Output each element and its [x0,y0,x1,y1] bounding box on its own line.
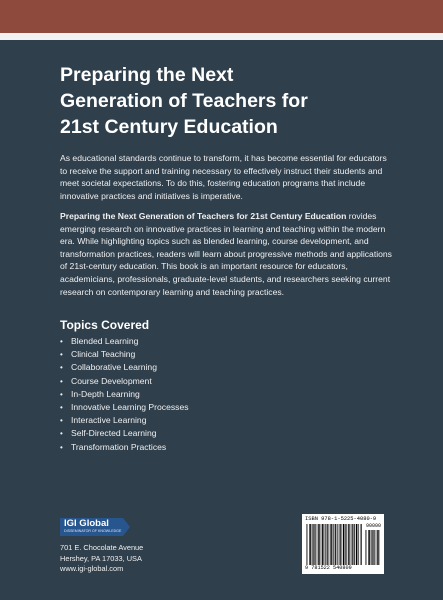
barcode-bar [372,530,373,565]
topic-label: Clinical Teaching [71,349,136,360]
logo-arrow-icon [123,518,130,536]
barcode-bar [352,524,353,565]
publisher-address [60,543,143,575]
barcode-addon-bars [365,530,381,565]
barcode-bar [371,530,372,565]
barcode-bar [340,524,341,565]
topics-list [60,335,189,454]
address-line-1: 701 E. Chocolate Avenue [60,543,144,552]
topic-item [60,401,189,414]
barcode-bar [345,524,346,565]
barcode-bar [378,530,379,565]
description-paragraph-1: As educational standards continue to transform, it has become essential for educators to receive the support and training necessary to effectively instruct their students and meet societal expectations. To do this, fostering education programs that include innovative practices and initiatives is imperative. [60,153,387,201]
bullet-icon: • [60,363,63,373]
topic-item [60,361,189,374]
topics-heading: Topics Covered [60,318,150,332]
barcode-bar [349,524,350,565]
barcode-main-bars [306,524,362,565]
barcode-digits: 9 781522 540809 [305,565,352,571]
topic-item [60,414,189,427]
topic-item [60,427,189,440]
topic-item [60,441,189,454]
topic-label: In-Depth Learning [71,388,140,399]
barcode-bar [322,524,323,565]
topic-item [60,348,189,361]
bullet-icon: • [60,376,63,386]
logo-tagline: DISSEMINATOR OF KNOWLEDGE [64,529,122,533]
barcode-bar [331,524,332,565]
barcode-bar [348,524,349,565]
barcode-bar [346,524,347,565]
bullet-icon: • [60,402,63,412]
barcode-bar [330,524,331,565]
book-title [60,62,390,140]
bullet-icon: • [60,337,63,346]
barcode-bar [333,524,334,565]
description-paragraph-2 [60,210,395,298]
topic-label: Collaborative Learning [71,362,157,373]
bullet-icon: • [60,389,63,399]
topic-label: Transformation Practices [71,441,167,452]
barcode-bar [358,524,359,565]
barcode-bar [309,524,310,565]
paragraph-body: rovides emerging research on innovative practices in learning and teaching within the modern era. While highlighting topics such as blended learning, course development, and transformation practices, readers will learn about progressive methods and applications of 21st-century education. This book is an important resource for educators, academicians, professionals, graduate-level students, and researchers seeking current research on contemporary learning and teaching practices. [60,211,392,297]
barcode-bar [337,524,338,565]
title-line-3: 21st Century Education [60,116,278,138]
topic-item [60,335,189,348]
isbn-barcode [302,514,384,574]
bullet-icon: • [60,429,63,439]
top-color-band [0,0,443,33]
barcode-bar [343,524,344,565]
barcode-bar [335,524,336,565]
price-code: 90000 [365,523,381,529]
isbn-label: ISBN 978-1-5225-4080-9 [305,516,377,522]
address-line-2: Hershey, PA 17033, USA [60,553,142,563]
barcode-bar [310,524,311,565]
topic-label: Interactive Learning [71,415,147,426]
barcode-bar [319,524,320,565]
topic-label: Course Development [71,375,152,386]
barcode-bar [327,524,328,565]
topic-label: Blended Learning [71,336,139,346]
barcode-bar [316,524,317,565]
title-line-1: Preparing the Next [60,64,234,86]
barcode-bar [318,524,319,565]
topic-item [60,375,189,388]
barcode-bar [377,530,378,565]
paragraph-lead-title: Preparing the Next Generation of Teachers for 21st Century Education [60,211,347,221]
barcode-bar [361,524,362,565]
barcode-bar [312,524,313,565]
barcode-bar [323,524,324,565]
bullet-icon: • [60,442,63,452]
barcode-bar [375,530,376,565]
topic-label: Innovative Learning Processes [71,401,189,412]
logo-name: IGI Global [64,518,109,529]
barcode-bar [368,530,369,565]
publisher-logo [60,518,128,536]
barcode-bar [355,524,356,565]
topic-item [60,388,189,401]
bullet-icon: • [60,416,63,426]
barcode-bar [352,524,353,565]
barcode-bar [325,524,326,565]
topic-label: Self-Directed Learning [71,428,157,439]
barcode-bar [307,524,308,565]
top-white-stripe [0,33,443,40]
barcode-bar [313,524,314,565]
barcode-bar [341,524,342,565]
barcode-bar [366,530,367,565]
bullet-icon: • [60,350,63,360]
barcode-bar [369,530,370,565]
title-line-2: Generation of Teachers for [60,90,308,112]
barcode-bar [356,524,357,565]
publisher-website: www.igi-global.com [60,564,124,573]
barcode-bar [328,524,329,565]
